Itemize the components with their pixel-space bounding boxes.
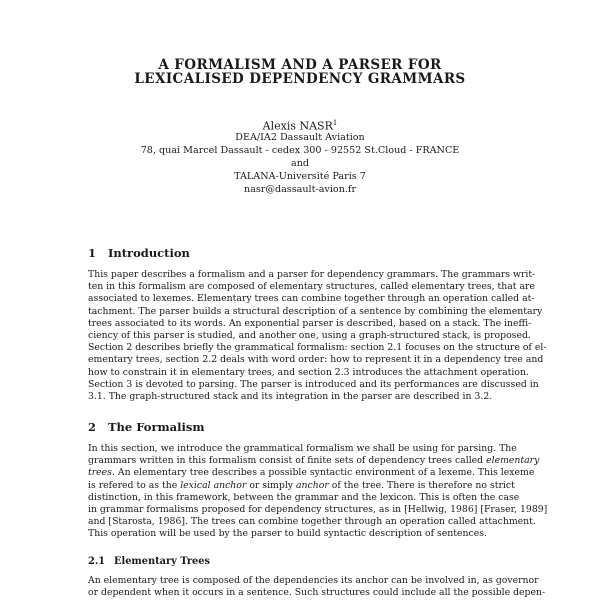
section1-line: 3.1. The graph-structured stack and its integration in the parser are described in 3.2. — [88, 390, 493, 402]
paper-title-line1: A FORMALISM AND A PARSER FOR — [158, 57, 442, 73]
section1-title: Introduction — [108, 246, 190, 260]
author-footnote-mark: 1 — [332, 119, 338, 127]
author-name-text: Alexis NASR — [262, 119, 333, 133]
section1-heading — [88, 246, 190, 260]
section2-line2-text: grammars written in this formalism consist of finite sets of dependency trees called — [88, 455, 484, 467]
author-affiliation1: DEA/IA2 Dassault Aviation — [235, 132, 365, 143]
section2-line: distinction, in this framework, between the grammar and the lexicon. This is often the case — [88, 491, 520, 503]
section2-line3-text: . An elementary tree describes a possible syntactic environment of a lexeme. This lexeme — [111, 467, 535, 479]
section2-line: This operation will be used by the parser to build syntactic description of sentences. — [88, 528, 487, 540]
section1-number: 1 — [88, 246, 97, 260]
section2-line — [88, 467, 535, 479]
subsection21-title: Elementary Trees — [114, 556, 211, 567]
section2-paragraph — [88, 443, 548, 541]
section1-line: Section 2 describes briefly the grammatical formalism: section 2.1 focuses on the structure of el- — [88, 342, 547, 354]
author-affiliation2: TALANA-Université Paris 7 — [234, 171, 366, 182]
section2-line4-c: of the tree. There is therefore no strict — [331, 479, 515, 491]
section1-line: Section 3 is devoted to parsing. The parser is introduced and its performances are discussed in — [88, 378, 539, 390]
section2-line: and [Starosta, 1986]. The trees can combine together through an operation called attachment. — [88, 516, 536, 528]
author-email: nasr@dassault-avion.fr — [243, 184, 357, 195]
section1-line: ciency of this parser is studied, and another one, using a graph-structured stack, is proposed. — [88, 329, 531, 341]
section2-line: in grammar formalisms proposed for dependency structures, as in [Hellwig, 1986] [Fraser, 1989] — [88, 503, 548, 515]
paper-title-line2: LEXICALISED DEPENDENCY GRAMMARS — [134, 71, 466, 87]
section1-paragraph — [88, 269, 547, 403]
section2-line4-b: or simply — [249, 479, 294, 491]
subsection21-paragraph — [88, 575, 546, 599]
subsection21-heading — [88, 556, 210, 567]
section2-line: In this section, we introduce the grammatical formalism we shall be using for parsing. The — [88, 443, 517, 454]
section1-line: trees associated to its words. An exponential parser is described, based on a stack. The ineffi- — [88, 317, 532, 329]
subsection21-line: An elementary tree is composed of the dependencies its anchor can be involved in, as governor — [88, 575, 539, 586]
section1-line: ten in this formalism are composed of elementary structures, called elementary trees, that are — [88, 281, 535, 293]
section1-line: tachment. The parser builds a structural description of a sentence by combining the elementary — [88, 305, 543, 317]
term-elementary: elementary — [486, 455, 540, 467]
section1-line: ementary trees, section 2.2 deals with word order: how to represent it in a dependency tree and — [88, 354, 544, 366]
section2-heading — [88, 420, 205, 434]
section2-line4-a: is refered to as the — [88, 479, 178, 491]
section2-number: 2 — [88, 420, 97, 434]
section2-line — [88, 480, 514, 492]
term-anchor: anchor — [296, 479, 329, 491]
term-trees: trees — [88, 467, 112, 479]
subsection21-line: or dependent when it occurs in a sentence. Such structures could include all the possible depen- — [88, 587, 546, 599]
section2-line — [88, 455, 540, 467]
section2-title: The Formalism — [108, 420, 205, 434]
section1-line: This paper describes a formalism and a parser for dependency grammars. The grammars writ- — [88, 269, 536, 280]
section1-line: associated to lexemes. Elementary trees can combine together through an operation called at- — [88, 293, 535, 305]
term-lexical-anchor: lexical anchor — [180, 479, 247, 491]
author-address: 78, quai Marcel Dassault - cedex 300 - 92552 St.Cloud - FRANCE — [140, 145, 460, 156]
section1-line: how to constrain it in elementary trees, and section 2.3 introduces the attachment operation. — [88, 366, 529, 378]
subsection21-number: 2.1 — [88, 556, 106, 567]
author-conjunction: and — [290, 158, 310, 169]
